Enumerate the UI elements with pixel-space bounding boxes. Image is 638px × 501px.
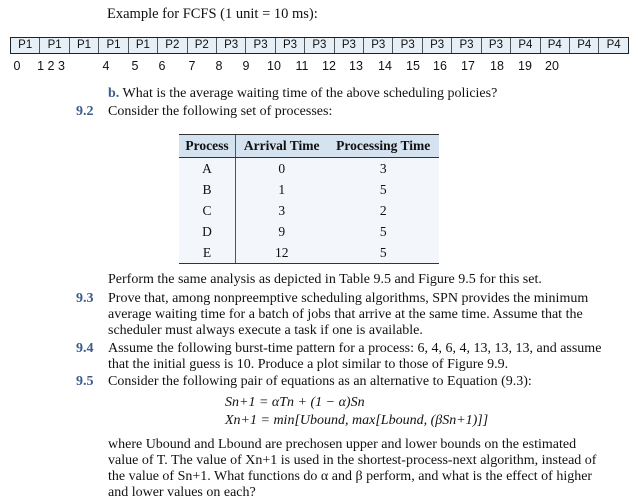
gantt-tick-label: 17: [461, 59, 475, 73]
gantt-cell: P2: [188, 38, 217, 53]
question-9-3-line: Prove that, among nonpreemptive scheduling algorithms, SPN provides the minimum: [108, 291, 589, 306]
gantt-tick-label: 8: [215, 59, 223, 73]
equation-x-text: Xn+1 = min[Ubound, max[Lbound, (βSn+1)]]: [225, 413, 489, 428]
question-9-4-text: [108, 341, 628, 373]
gantt-cell: P1: [40, 38, 69, 53]
arrival-time-cell: 12: [236, 242, 328, 264]
column-header-arrival-time: Arrival Time: [236, 135, 328, 158]
gantt-cell: P1: [99, 38, 128, 53]
analysis-instruction: Perform the same analysis as depicted in Table 9.5 and Figure 9.5 for this set.: [108, 272, 542, 287]
processing-time-cell: 2: [327, 200, 439, 221]
question-9-3-text: [108, 291, 628, 339]
gantt-time-axis: [0, 59, 638, 75]
gantt-cell: P3: [482, 38, 511, 53]
equation-s-n-plus-1: [225, 395, 365, 411]
gantt-tick-label: 15: [406, 59, 420, 73]
arrival-time-cell: 1: [236, 179, 328, 200]
equation-s-text: Sn+1 = αTn + (1 − α)Sn: [225, 395, 365, 410]
question-9-5-number: 9.5: [76, 374, 94, 389]
question-9-5-text: Consider the following pair of equations as an alternative to Equation (9.3):: [108, 374, 532, 389]
gantt-tick-label: 1 2 3: [37, 59, 65, 73]
gantt-tick-label: 7: [188, 59, 196, 73]
process-name-cell: D: [179, 221, 236, 242]
gantt-tick-label: 5: [131, 59, 139, 73]
gantt-tick-label: 11: [295, 59, 309, 73]
gantt-tick-label: 12: [322, 59, 336, 73]
process-name-cell: A: [179, 158, 236, 180]
column-header-processing-time: Processing Time: [327, 135, 439, 158]
arrival-time-cell: 3: [236, 200, 328, 221]
process-table-header-row: [179, 135, 439, 158]
process-name-cell: B: [179, 179, 236, 200]
gantt-cell: P4: [570, 38, 599, 53]
fcfs-gantt-chart: [10, 37, 629, 54]
question-9-3-line: average waiting time for a batch of jobs that arrive at the same time. Assume that the: [108, 307, 583, 322]
processing-time-cell: 5: [327, 221, 439, 242]
gantt-cell: P3: [305, 38, 334, 53]
gantt-cell: P1: [129, 38, 158, 53]
gantt-tick-label: 20: [545, 59, 559, 73]
question-9-5-body: [108, 437, 628, 501]
gantt-tick-label: 6: [158, 59, 166, 73]
gantt-tick-label: 14: [378, 59, 392, 73]
gantt-cell: P3: [452, 38, 481, 53]
question-9-4-line: that the initial guess is 10. Produce a plot similar to those of Figure 9.9.: [108, 357, 509, 372]
process-table-row: [179, 158, 439, 180]
process-table-row: [179, 221, 439, 242]
gantt-tick-label: 19: [518, 59, 532, 73]
process-table-row: [179, 200, 439, 221]
question-b: [108, 86, 497, 102]
gantt-tick-label: 4: [102, 59, 110, 73]
gantt-tick-label: 0: [13, 59, 21, 73]
question-b-label: b.: [108, 86, 120, 101]
gantt-tick-label: 16: [433, 59, 447, 73]
question-b-text: What is the average waiting time of the above scheduling policies?: [122, 86, 498, 101]
process-table-row: [179, 179, 439, 200]
question-9-5-body-line: value of T. The value of Xn+1 is used in the shortest-process-next algorithm, instead of: [108, 453, 597, 468]
processing-time-cell: 5: [327, 179, 439, 200]
gantt-tick-label: 10: [267, 59, 281, 73]
process-table: [179, 134, 439, 264]
gantt-cell: P3: [364, 38, 393, 53]
column-header-process: Process: [179, 135, 236, 158]
gantt-cell: P1: [70, 38, 99, 53]
gantt-cell: P3: [335, 38, 364, 53]
question-9-4-number: 9.4: [76, 341, 94, 356]
process-table-row: [179, 242, 439, 264]
arrival-time-cell: 0: [236, 158, 328, 180]
gantt-tick-label: 13: [349, 59, 363, 73]
question-9-5-body-line: where Ubound and Lbound are prechosen upper and lower bounds on the estimated: [108, 437, 577, 452]
processing-time-cell: 5: [327, 242, 439, 264]
gantt-cell: P4: [511, 38, 540, 53]
question-9-5-body-line: and lower values on each?: [108, 485, 256, 500]
gantt-cell: P3: [393, 38, 422, 53]
gantt-cell: P3: [246, 38, 275, 53]
example-title: Example for FCFS (1 unit = 10 ms):: [107, 6, 318, 22]
gantt-tick-label: 9: [242, 59, 250, 73]
equation-x-n-plus-1: [225, 413, 488, 429]
process-name-cell: E: [179, 242, 236, 264]
processing-time-cell: 3: [327, 158, 439, 180]
gantt-cell: P3: [423, 38, 452, 53]
question-9-2-text: Consider the following set of processes:: [108, 104, 333, 119]
gantt-cell: P3: [217, 38, 246, 53]
arrival-time-cell: 9: [236, 221, 328, 242]
question-9-3-number: 9.3: [76, 291, 94, 306]
question-9-4-line: Assume the following burst-time pattern for a process: 6, 4, 6, 4, 13, 13, 13, and assume: [108, 341, 602, 356]
gantt-cell: P4: [541, 38, 570, 53]
gantt-tick-label: 18: [490, 59, 504, 73]
gantt-cell: P4: [606, 39, 621, 51]
gantt-cell: P1: [11, 38, 40, 53]
question-9-2-number: 9.2: [76, 104, 94, 119]
gantt-cell: P3: [276, 38, 305, 53]
question-9-5-body-line: the value of Sn+1. What functions do α and β perform, and what is the effect of higher: [108, 469, 593, 484]
question-9-3-line: scheduler must always execute a task if one is available.: [108, 323, 423, 338]
process-name-cell: C: [179, 200, 236, 221]
gantt-cell: P2: [158, 38, 187, 53]
